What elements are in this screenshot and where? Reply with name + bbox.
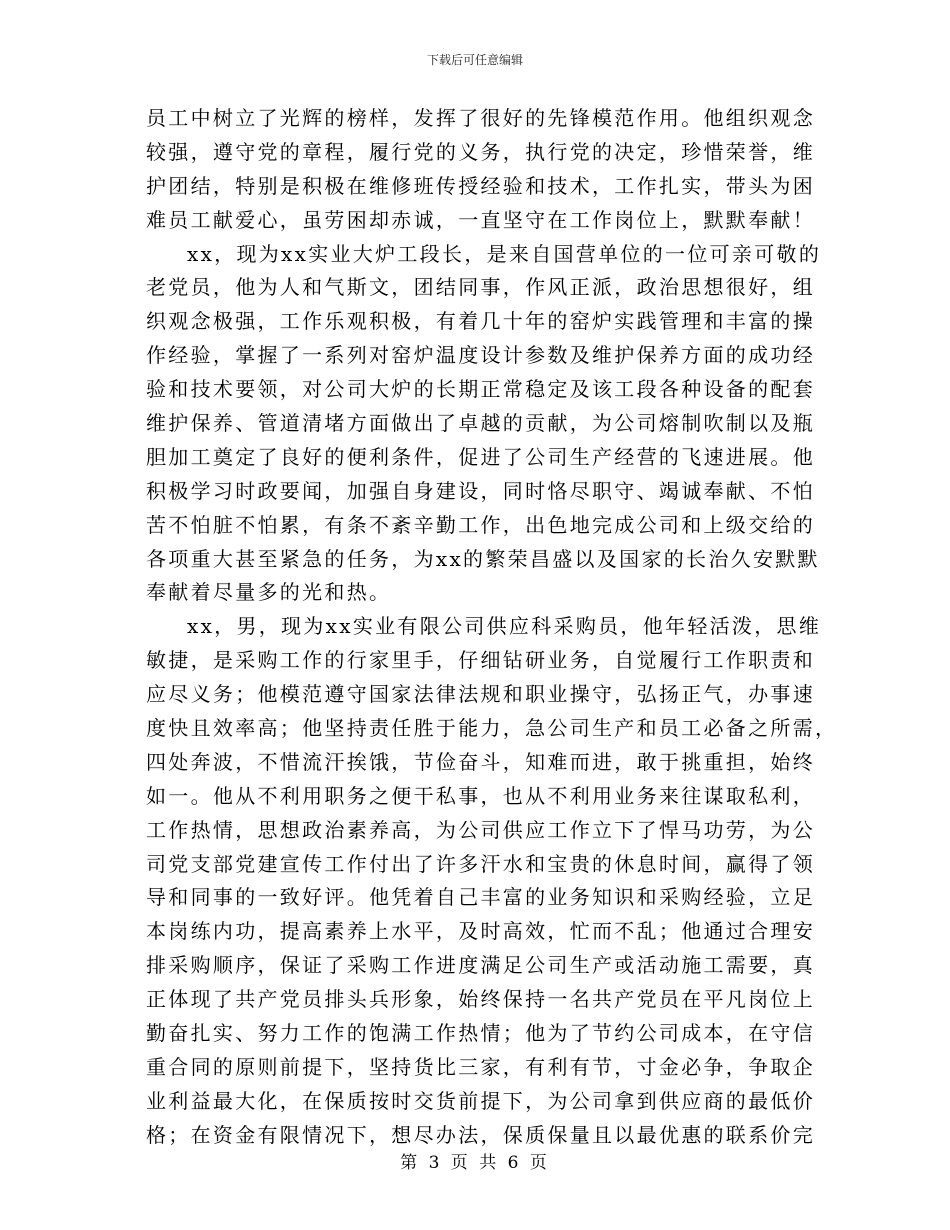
paragraph xyxy=(146,610,838,1152)
text-line: 重合同的原则前提下，坚持货比三家，有利有节，寸金必争，争取企 xyxy=(146,1054,815,1079)
paragraph xyxy=(146,238,822,611)
text-line: 工作热情，思想政治素养高，为公司供应工作立下了悍马功劳，为公 xyxy=(146,817,815,842)
text-line: 作经验，掌握了一系列对窑炉温度设计参数及维护保养方面的成功经 xyxy=(146,343,815,368)
text-line: 奉献着尽量多的光和热。 xyxy=(146,580,392,605)
text-line: xx，男，现为xx实业有限公司供应科采购员，他年轻活泼，思维 xyxy=(187,614,822,639)
text-line: 老党员，他为人和气斯文，团结同事，作风正派，政治思想很好，组 xyxy=(146,275,815,300)
text-line: 业利益最大化，在保质按时交货前提下，为公司拿到供应商的最低价 xyxy=(146,1088,815,1113)
text-line: 各项重大甚至紧急的任务，为xx的繁荣昌盛以及国家的长治久安默默 xyxy=(146,546,820,571)
text-line: 勤奋扎实、努力工作的饱满工作热情；他为了节约公司成本，在守信 xyxy=(146,1021,815,1046)
text-line: 四处奔波，不惜流汗挨饿，节俭奋斗，知难而进，敢于挑重担，始终 xyxy=(146,749,815,774)
text-line: 本岗练内功，提高素养上水平，及时高效，忙而不乱；他通过合理安 xyxy=(146,919,815,944)
text-line: 应尽义务；他模范遵守国家法律法规和职业操守，弘扬正气，办事速 xyxy=(146,682,815,707)
text-line: 员工中树立了光辉的榜样，发挥了很好的先锋模范作用。他组织观念 xyxy=(146,106,815,130)
text-line: 苦不怕脏不怕累，有条不紊辛勤工作，出色地完成公司和上级交给的 xyxy=(146,512,815,537)
text-line: 织观念极强，工作乐观积极，有着几十年的窑炉实践管理和丰富的操 xyxy=(146,309,815,334)
text-line: 较强，遵守党的章程，履行党的义务，执行党的决定，珍惜荣誉，维 xyxy=(146,139,815,164)
text-line: 导和同事的一致好评。他凭着自己丰富的业务知识和采购经验，立足 xyxy=(146,885,815,910)
text-line: 验和技术要领，对公司大炉的长期正常稳定及该工段各种设备的配套 xyxy=(146,377,815,402)
text-line: 积极学习时政要闻，加强自身建设，同时恪尽职守、竭诚奉献、不怕 xyxy=(146,478,815,503)
text-line: 难员工献爱心，虽劳困却赤诚，一直坚守在工作岗位上，默默奉献！ xyxy=(146,207,815,232)
body-text xyxy=(146,102,838,1153)
text-line: 敏捷，是采购工作的行家里手，仔细钻研业务，自觉履行工作职责和 xyxy=(146,648,815,673)
paragraph xyxy=(146,102,815,238)
text-line: xx，现为xx实业大炉工段长，是来自国营单位的一位可亲可敬的 xyxy=(187,241,822,266)
text-line: 护团结，特别是积极在维修班传授经验和技术，工作扎实，带头为困 xyxy=(146,173,815,198)
text-line: 度快且效率高；他坚持责任胜于能力，急公司生产和员工必备之所需， xyxy=(146,716,838,741)
text-line: 维护保养、管道清堵方面做出了卓越的贡献，为公司熔制吹制以及瓶 xyxy=(146,411,815,436)
text-line: 格；在资金有限情况下，想尽办法，保质保量且以最优惠的联系价完 xyxy=(146,1122,815,1147)
text-line: 如一。他从不利用职务之便干私事，也从不利用业务来往谋取私利， xyxy=(146,783,815,808)
text-line: 司党支部党建宣传工作付出了许多汗水和宝贵的休息时间，赢得了领 xyxy=(146,851,815,876)
page-number: 第 3 页 共 6 页 xyxy=(400,1153,550,1173)
text-line: 胆加工奠定了良好的便利条件，促进了公司生产经营的飞速进展。他 xyxy=(146,444,815,469)
text-line: 排采购顺序，保证了采购工作进度满足公司生产或活动施工需要，真 xyxy=(146,953,815,978)
text-line: 正体现了共产党员排头兵形象，始终保持一名共产党员在平凡岗位上 xyxy=(146,987,815,1012)
page-header: 下载后可任意编辑 xyxy=(426,53,523,67)
